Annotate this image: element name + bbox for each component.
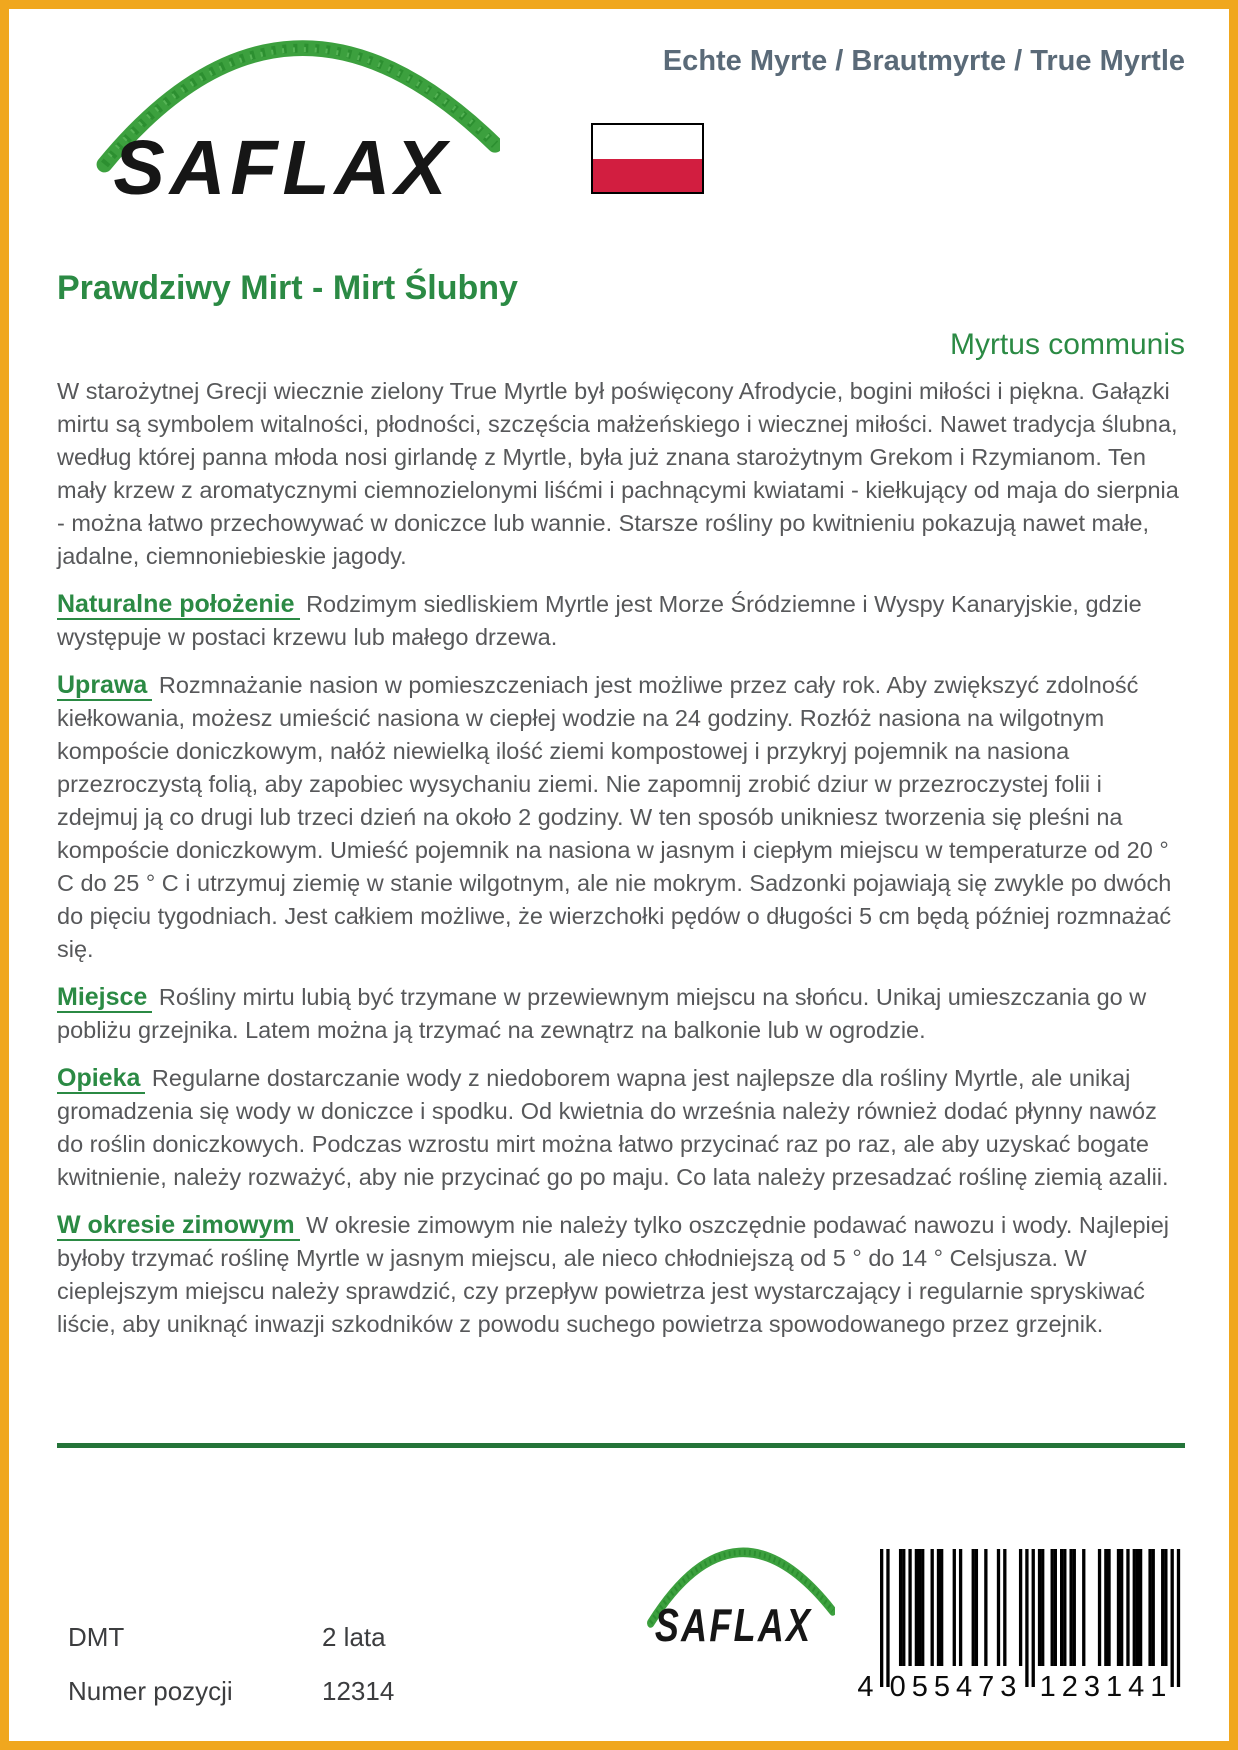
poland-flag-icon xyxy=(591,123,704,194)
section-heading: W okresie zimowym xyxy=(57,1211,300,1241)
footer-row-dmt xyxy=(68,1622,386,1653)
saflax-logo xyxy=(60,36,500,204)
section-heading: Naturalne położenie xyxy=(57,590,300,620)
barcode-digit-left: 4 xyxy=(857,1671,874,1703)
section-heading: Miejsce xyxy=(57,983,152,1013)
section-place xyxy=(57,981,1185,1047)
latin-name: Myrtus communis xyxy=(949,328,1185,361)
saflax-logo-graphic-small xyxy=(630,1545,835,1647)
saflax-logo-small xyxy=(630,1545,835,1647)
intro-paragraph: W starożytnej Grecji wiecznie zielony True Myrtle był poświęcony Afrodycie, bogini miłości i piękna. Gałązki mirtu są symbolem witalności, płodności, szczęścia małżeńskiego i wiecznej miłości. Nawet tradycja ślubna, według której panna młoda nosi girlandę z Myrtle, była już znana starożytnym Grekom i Rzymianom. Ten mały krzew z aromatycznymi ciemnozielonymi liśćmi i pachnącymi kwiatami - kiełkujący od maja do sierpnia - można łatwo przechowywać w doniczce lub wannie. Starsze rośliny po kwitnieniu pokazują nawet małe, jadalne, ciemnoniebieskie jagody. xyxy=(57,378,1179,569)
saflax-logo-graphic xyxy=(60,36,500,204)
item-number-value: 12314 xyxy=(322,1676,395,1706)
item-number-label: Numer pozycji xyxy=(68,1676,233,1706)
section-text: Regularne dostarczanie wody z niedoborem wapna jest najlepsze dla rośliny Myrtle, ale unikaj gromadzenia się wody w doniczce i spodku. Od kwietnia do września należy również dodać płynny nawóz do roślin doniczkowych. Podczas wzrostu mirt można łatwo przycinać raz po raz, ale aby uzyskać bogate kwitnienie, należy rozważyć, aby nie przycinać go po maju. Co lata należy przesadzać roślinę ziemią azalii. xyxy=(57,1065,1169,1190)
poland-flag-red-stripe xyxy=(593,159,702,193)
section-text: Rodzimym siedliskiem Myrtle jest Morze Śródziemne i Wyspy Kanaryjskie, gdzie występuje w postaci krzewu lub małego drzewa. xyxy=(57,591,1142,650)
dmt-label: DMT xyxy=(68,1622,125,1652)
barcode-digits-group2: 123141 xyxy=(1039,1671,1173,1703)
section-text: Rozmnażanie nasion w pomieszczeniach jest możliwe przez cały rok. Aby zwiększyć zdolność kiełkowania, możesz umieścić nasiona w ciepłej wodzie na 24 godziny. Rozłóż nasiona na wilgotnym kompoście doniczkowym, nałóż niewielką ilość ziemi kompostowej i przykryj pojemnik na nasiona przezroczystą folią, aby zapobiec wysychaniu ziemi. Nie zapomnij zrobić dziur w przezroczystej folii i zdejmuj ją co drugi lub trzeci dzień na około 2 godziny. W ten sposób unikniesz tworzenia się pleśni na kompoście doniczkowym. Umieść pojemnik na nasiona w jasnym i ciepłym miejscu w temperaturze od 20 ° C do 25 ° C i utrzymuj ziemię w stanie wilgotnym, ale nie mokrym. Sadzonki pojawiają się zwykle po dwóch do pięciu tygodniach. Jest całkiem możliwe, że wierzchołki pędów o długości 5 cm będą później rozmnażać się. xyxy=(57,672,1172,962)
section-heading: Opieka xyxy=(57,1064,145,1094)
divider-line xyxy=(57,1443,1185,1448)
section-text: W okresie zimowym nie należy tylko oszczędnie podawać nawozu i wody. Najlepiej byłoby trzymać roślinę Myrtle w jasnym miejscu, ale nieco chłodniejszą od 5 ° do 14 ° Celsjusza. W cieplejszym miejscu należy sprawdzić, czy przepływ powietrza jest wystarczający i regularnie spryskiwać liście, aby uniknąć inwazji szkodników z powodu suchego powietrza spowodowanego przez grzejnik. xyxy=(57,1212,1170,1337)
ean13-barcode xyxy=(853,1549,1193,1706)
brand-wordmark: SAFLAX xyxy=(113,125,452,204)
dmt-value: 2 lata xyxy=(322,1622,386,1652)
page-title: Prawdziwy Mirt - Mirt Ślubny xyxy=(57,269,518,307)
section-text: Rośliny mirtu lubią być trzymane w przewiewnym miejscu na słońcu. Unikaj umieszczania go w pobliżu grzejnika. Latem można ją trzymać na zewnątrz na balkonie lub w ogrodzie. xyxy=(57,984,1147,1043)
barcode-digits-group1: 055473 xyxy=(889,1671,1023,1703)
section-winter xyxy=(57,1209,1185,1341)
brand-wordmark: SAFLAX xyxy=(654,1598,813,1647)
section-cultivation xyxy=(57,669,1185,966)
main-column xyxy=(57,268,1185,1341)
section-natural-location xyxy=(57,588,1185,654)
footer-row-item-number xyxy=(68,1676,394,1707)
section-care xyxy=(57,1062,1185,1194)
product-names: Echte Myrte / Brautmyrte / True Myrtle xyxy=(662,45,1185,77)
section-heading: Uprawa xyxy=(57,671,152,701)
